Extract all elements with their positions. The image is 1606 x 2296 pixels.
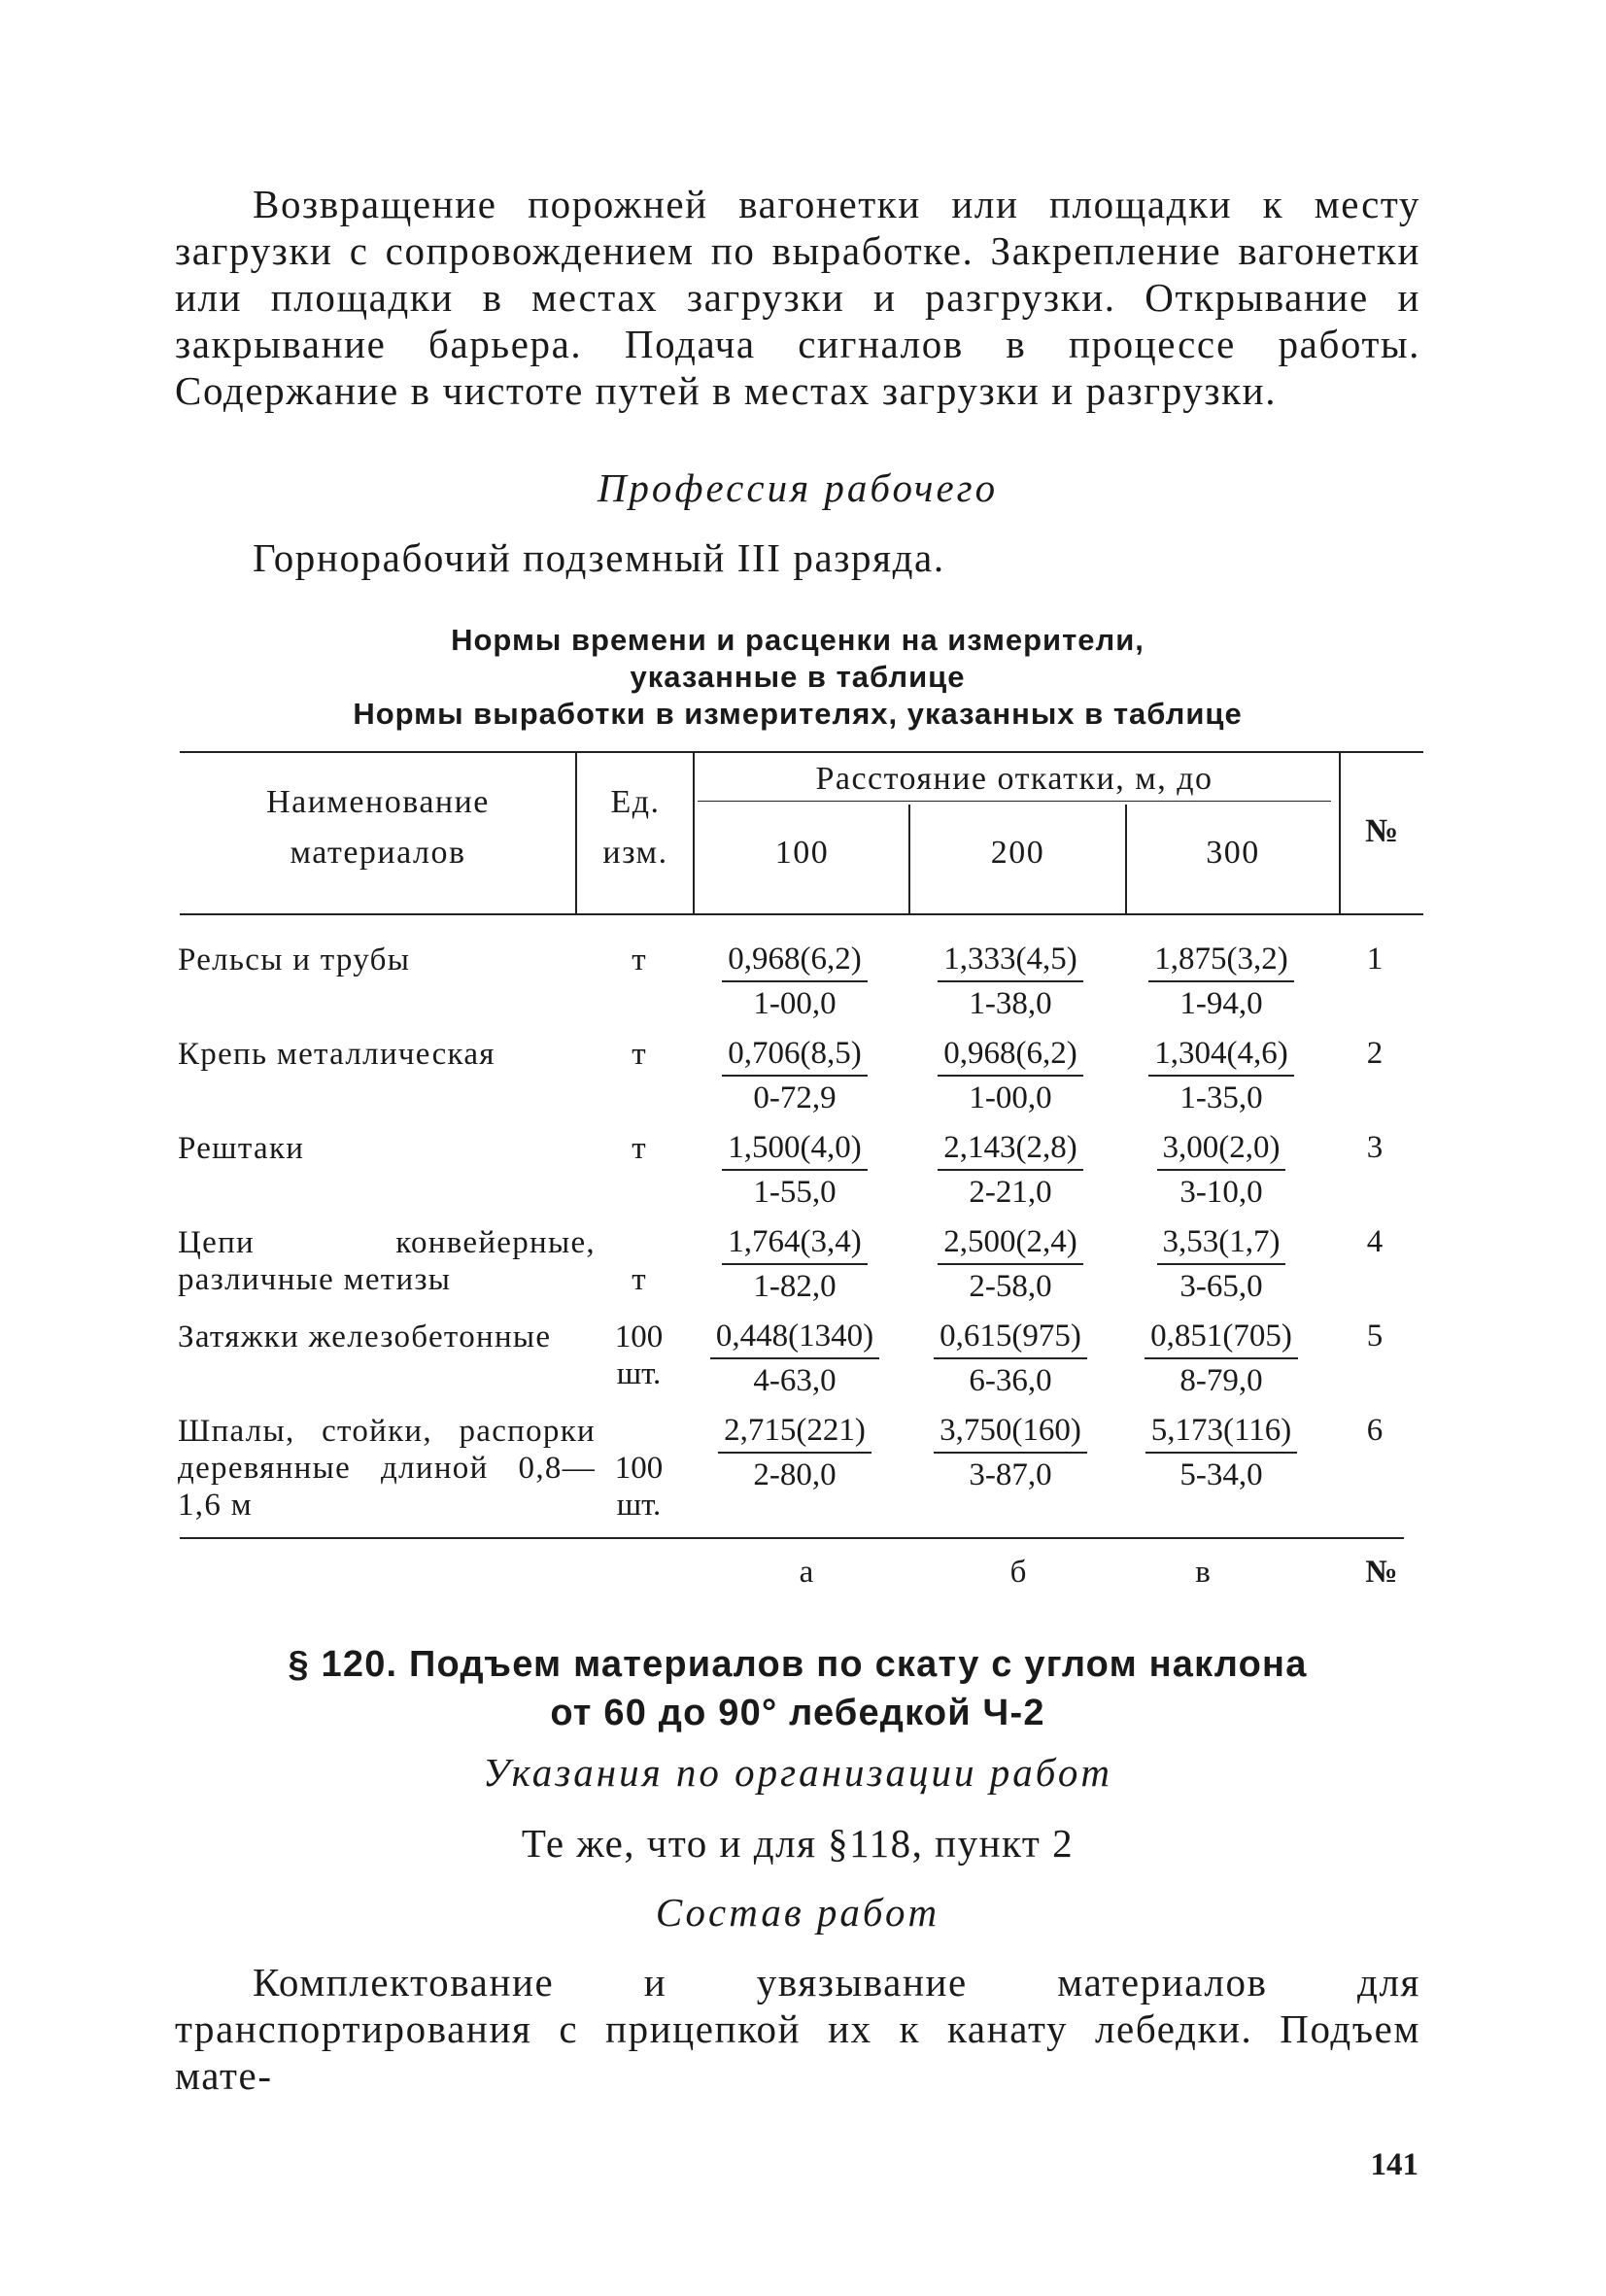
row-4-col-a: $\frac{1,764(3,4)}{1-82,0}$ [693,1222,897,1306]
row-4-no: 4 [1366,1224,1384,1259]
composition-title: Состав работ [655,1890,940,1935]
table-vline-2 [693,751,695,914]
footer-no: № [1365,1555,1398,1590]
row-1-col-c: $\frac{1,875(3,2)}{1-94,0}$ [1119,940,1323,1023]
table-vline-5 [1339,751,1341,914]
row-3-unit: т [632,1131,646,1166]
row-5-unit: 100 шт. [614,1319,664,1391]
row-5-no: 5 [1366,1319,1384,1354]
row-1-no: 1 [1366,942,1384,977]
header-name: Наименование материалов [266,784,490,871]
row-6-col-b: $\frac{3,750(160)}{3-87,0}$ [908,1411,1112,1494]
table-caption-line3: Нормы выработки в измерителях, указанных в таблице [353,697,1243,731]
table-vline-4 [1125,805,1127,914]
row-6-col-a: $\frac{2,715(221)}{2-80,0}$ [693,1411,897,1494]
profession-text: Горнорабочий подземный III разряда. [253,535,945,580]
row-3-col-a: $\frac{1,500(4,0)}{1-55,0}$ [693,1128,897,1212]
row-2-no: 2 [1366,1036,1384,1071]
header-unit: Ед. изм. [602,784,668,871]
section-title [175,1640,1420,1737]
row-2-unit: т [632,1037,646,1072]
table-header-rule [180,913,1423,915]
page-number: 141 [1370,2147,1418,2182]
footer-a: а [799,1555,814,1590]
row-5-name: Затяжки железобетонные [178,1319,552,1354]
row-5-col-c: $\frac{0,851(705)}{8-79,0}$ [1119,1317,1323,1400]
composition-paragraph: Комплектование и увязывание материалов для транспортирования с прицепкой их к канату лебедки. Подъем мате- [175,1960,1420,2098]
header-100: 100 [774,835,830,871]
row-5-col-b: $\frac{0,615(975)}{6-36,0}$ [908,1317,1112,1400]
row-4-col-b: $\frac{2,500(2,4)}{2-58,0}$ [908,1222,1112,1306]
row-6-no: 6 [1366,1413,1384,1448]
instructions-title: Указания по организации работ [483,1750,1112,1795]
header-distance: Расстояние откатки, м, до [815,761,1213,797]
footer-b: б [1009,1555,1027,1590]
row-1-name: Рельсы и трубы [178,942,411,977]
row-1-unit: т [632,942,646,977]
table-vline-1 [575,751,577,914]
table-vline-3 [908,805,910,914]
row-4-name: Цепи конвейерные, различные метизы [178,1225,596,1297]
row-6-name: Шпалы, стойки, распорки деревянные длиной 0,8—1,6 м [178,1414,596,1523]
table-caption [175,622,1420,733]
header-300: 300 [1206,835,1260,871]
row-4-col-c: $\frac{3,53(1,7)}{3-65,0}$ [1119,1222,1323,1306]
footer-c: в [1195,1555,1211,1590]
row-3-name: Рештаки [178,1131,305,1166]
row-2-col-c: $\frac{1,304(4,6)}{1-35,0}$ [1119,1034,1323,1117]
row-6-col-c: $\frac{5,173(116)}{5-34,0}$ [1119,1411,1323,1494]
table-caption-line2: указанные в таблице [630,660,966,694]
row-4-unit: т [632,1262,646,1297]
row-6-unit: 100 шт. [614,1451,664,1523]
section-title-line2: от 60 до 90° лебедкой Ч-2 [550,1693,1045,1733]
table-bottom-rule [180,1537,1404,1539]
section-title-line1: § 120. Подъем материалов по скату с углом наклона [288,1644,1308,1685]
row-1-col-a: $\frac{0,968(6,2)}{1-00,0}$ [693,940,897,1023]
instructions-text: Те же, что и для §118, пункт 2 [521,1821,1075,1866]
row-1-col-b: $\frac{1,333(4,5)}{1-38,0}$ [908,940,1112,1023]
table-top-rule [180,751,1423,753]
row-2-col-a: $\frac{0,706(8,5)}{0-72,9}$ [693,1034,897,1117]
row-2-name: Крепь металлическая [178,1037,495,1072]
row-3-col-c: $\frac{3,00(2,0)}{3-10,0}$ [1119,1128,1323,1212]
profession-title: Профессия рабочего [597,465,999,510]
row-3-col-b: $\frac{2,143(2,8)}{2-21,0}$ [908,1128,1112,1212]
row-5-col-a: $\frac{0,448(1340)}{4-63,0}$ [693,1317,897,1400]
intro-paragraph: Возвращение порожней вагонетки или площадки к месту загрузки с сопровождением по выработке. Закрепление вагонетки или площадки в местах загрузки и разгрузки. Открывание и закрывание барьера. Подача сигналов в процессе работы. Содержание в чистоте путей в местах загрузки и разгрузки. [175,182,1420,413]
header-no: № [1365,813,1400,849]
row-2-col-b: $\frac{0,968(6,2)}{1-00,0}$ [908,1034,1112,1117]
header-200: 200 [990,835,1045,871]
row-3-no: 3 [1366,1130,1384,1165]
table-caption-line1: Нормы времени и расценки на измерители, [451,623,1145,657]
